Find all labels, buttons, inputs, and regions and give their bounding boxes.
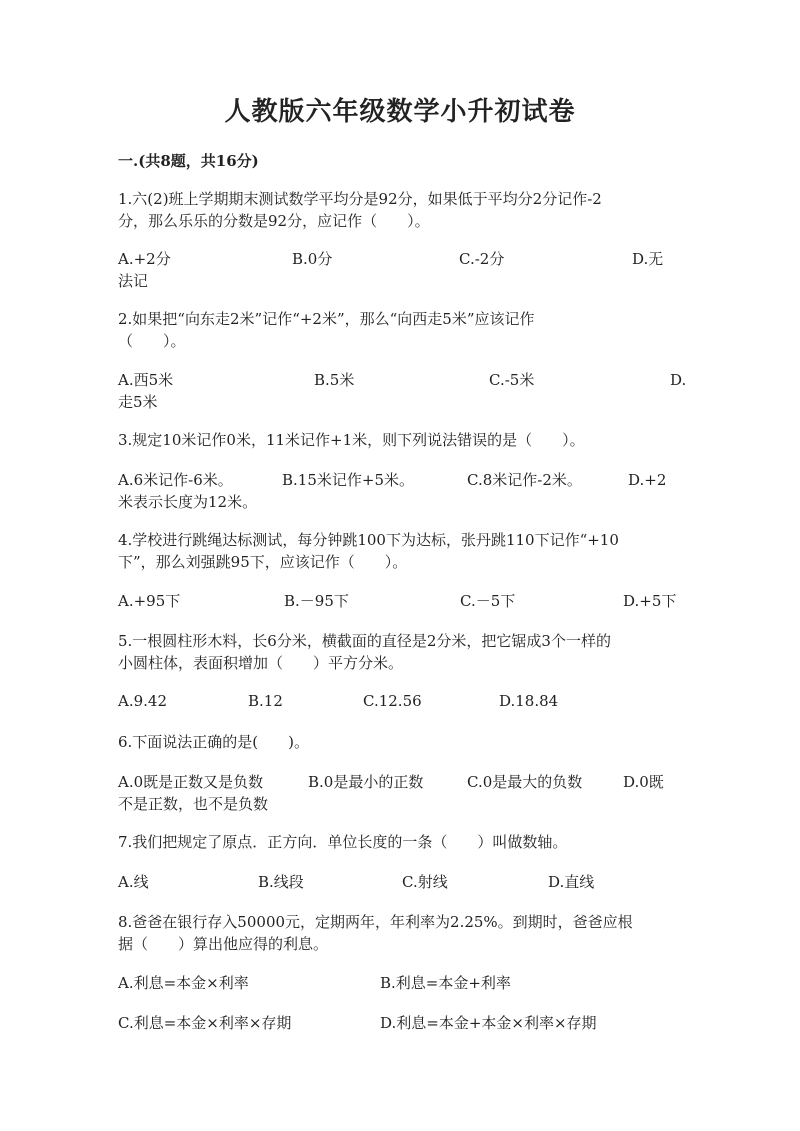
question-1-line-2: 分，那么乐乐的分数是92分，应记作（ ）。 <box>118 212 430 230</box>
question-8-option-a[interactable]: A.利息=本金×利率 <box>118 974 249 992</box>
question-2-option-d-cont: 走5米 <box>118 393 158 411</box>
question-6-option-d[interactable]: D.0既 <box>623 773 664 791</box>
question-4-line-1: 4.学校进行跳绳达标测试，每分钟跳100下为达标，张丹跳110下记作“+10 <box>118 531 619 549</box>
question-1-option-b[interactable]: B.0分 <box>292 250 333 268</box>
question-8-option-b[interactable]: B.利息=本金+利率 <box>380 974 511 992</box>
question-3-option-a[interactable]: A.6米记作-6米。 <box>118 471 233 489</box>
question-7 <box>118 831 688 853</box>
question-5-option-b[interactable]: B.12 <box>248 692 283 710</box>
question-1-option-d-cont: 法记 <box>118 272 149 290</box>
question-2-line-1: 2.如果把“向东走2米”记作“+2米”，那么“向西走5米”应该记作 <box>118 310 535 328</box>
question-8-line-2: 据（ ）算出他应得的利息。 <box>118 935 329 953</box>
question-3-option-b[interactable]: B.15米记作+5米。 <box>282 471 414 489</box>
question-7-option-d[interactable]: D.直线 <box>548 873 595 891</box>
question-4 <box>118 529 688 573</box>
question-2-option-d[interactable]: D. <box>670 371 687 389</box>
question-7-options <box>118 871 688 893</box>
question-8-options-row-2 <box>118 1012 688 1034</box>
question-2-line-2: （ ）。 <box>118 332 186 350</box>
question-8-option-c[interactable]: C.利息=本金×利率×存期 <box>118 1014 292 1032</box>
question-6-option-d-cont: 不是正数，也不是负数 <box>118 795 269 813</box>
question-3-option-d-cont: 米表示长度为12米。 <box>118 493 258 511</box>
question-5-option-d[interactable]: D.18.84 <box>499 692 559 710</box>
question-1-line-1: 1.六(2)班上学期期末测试数学平均分是92分，如果低于平均分2分记作-2 <box>118 190 602 208</box>
question-1 <box>118 188 688 232</box>
question-1-option-a[interactable]: A.+2分 <box>118 250 171 268</box>
question-5-options <box>118 690 688 712</box>
question-1-options <box>118 248 688 292</box>
question-5-line-2: 小圆柱体，表面积增加（ ）平方分米。 <box>118 654 404 672</box>
question-3-option-c[interactable]: C.8米记作-2米。 <box>467 471 582 489</box>
question-2-option-b[interactable]: B.5米 <box>314 371 355 389</box>
question-5 <box>118 630 688 674</box>
question-6-option-c[interactable]: C.0是最大的负数 <box>467 773 583 791</box>
question-4-line-2: 下”，那么刘强跳95下，应该记作（ ）。 <box>118 553 408 571</box>
question-6-option-a[interactable]: A.0既是正数又是负数 <box>118 773 264 791</box>
question-4-option-a[interactable]: A.+95下 <box>118 592 181 610</box>
question-7-option-a[interactable]: A.线 <box>118 873 149 891</box>
question-5-line-1: 5.一根圆柱形木料，长6分米，横截面的直径是2分米，把它锯成3个一样的 <box>118 632 611 650</box>
question-3-options <box>118 469 688 513</box>
question-2-options <box>118 369 688 413</box>
question-4-option-d[interactable]: D.+5下 <box>623 592 677 610</box>
question-4-options <box>118 590 688 612</box>
question-8-options-row-1 <box>118 972 688 994</box>
question-7-option-b[interactable]: B.线段 <box>258 873 304 891</box>
page-title: 人教版六年级数学小升初试卷 <box>224 97 576 127</box>
question-8-option-d[interactable]: D.利息=本金+本金×利率×存期 <box>380 1014 597 1032</box>
question-7-option-c[interactable]: C.射线 <box>402 873 448 891</box>
section-heading: 一.(共8题，共16分) <box>118 152 259 170</box>
question-2-option-c[interactable]: C.-5米 <box>489 371 535 389</box>
question-3-line-1: 3.规定10米记作0米，11米记作+1米，则下列说法错误的是（ ）。 <box>118 431 585 449</box>
question-1-option-c[interactable]: C.-2分 <box>459 250 505 268</box>
question-6-option-b[interactable]: B.0是最小的正数 <box>308 773 424 791</box>
question-1-option-d[interactable]: D.无 <box>632 250 664 268</box>
question-4-option-b[interactable]: B.－95下 <box>284 592 349 610</box>
question-6-line-1: 6.下面说法正确的是( )。 <box>118 733 310 751</box>
question-8 <box>118 911 688 955</box>
question-2 <box>118 308 688 352</box>
question-3 <box>118 429 688 451</box>
question-4-option-c[interactable]: C.－5下 <box>460 592 516 610</box>
question-5-option-c[interactable]: C.12.56 <box>363 692 422 710</box>
question-8-line-1: 8.爸爸在银行存入50000元，定期两年，年利率为2.25%。到期时，爸爸应根 <box>118 913 633 931</box>
question-6 <box>118 731 688 753</box>
question-5-option-a[interactable]: A.9.42 <box>118 692 167 710</box>
question-7-line-1: 7.我们把规定了原点．正方向．单位长度的一条（ ）叫做数轴。 <box>118 833 568 851</box>
question-6-options <box>118 771 688 815</box>
question-2-option-a[interactable]: A.西5米 <box>118 371 174 389</box>
question-3-option-d[interactable]: D.+2 <box>628 471 667 489</box>
